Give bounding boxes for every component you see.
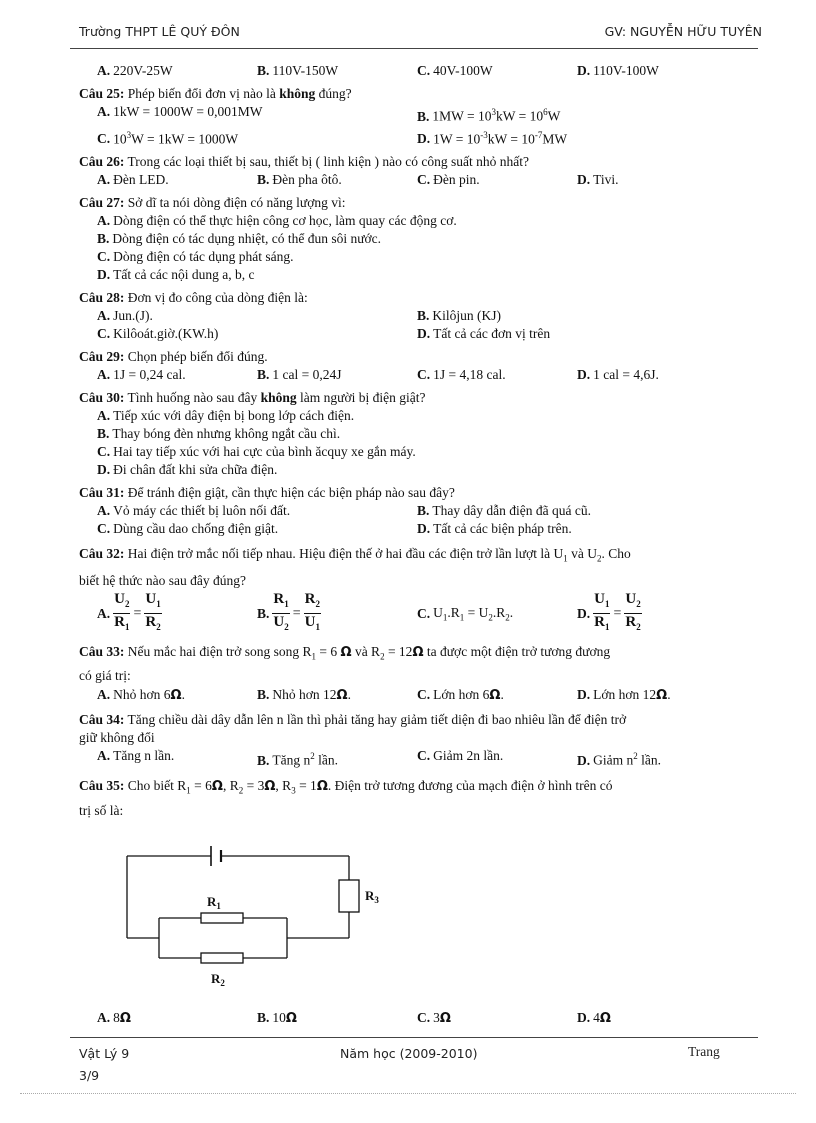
option-d: D. $\frac{U_1}{R_1}$ = $\frac{U_2}{R_2}$ [577, 591, 641, 633]
resistor-r3 [339, 880, 359, 912]
option-c: C. Dòng điện có tác dụng phát sáng. [97, 249, 294, 264]
option-a: A. Dòng điện có thể thực hiện công cơ học, làm quay các động cơ. [97, 213, 457, 228]
resistor-r1 [201, 913, 243, 923]
option-d: D. Tivi. [577, 172, 619, 187]
question-24-options [79, 62, 779, 80]
label-r1: $R_1$ [207, 893, 221, 911]
option-a: A. 8Ω [97, 1009, 131, 1026]
question-28: Câu 28: Đơn vị đo công của dòng điện là: A. Jun.(J). B. Kilôjun (KJ) C. Kilôoát.giờ.(KW.h) D. Tất cả các đơn vị trên [79, 289, 779, 343]
header-rule [70, 48, 758, 49]
option-c: C. Kilôoát.giờ.(KW.h) [97, 326, 219, 341]
footer-rule [70, 1037, 758, 1038]
question-35: Câu 35: Cho biết $R_1 = 6\Omega$, $R_2 = 3\Omega$, $R_3 = 1\Omega$. Điện trở tương đương của mạch điện ở hình trên có trị số là: $R_3$ $R_1$ $R_2$ A. 8Ω B. 10Ω C. 3Ω D. 4Ω [79, 775, 779, 1029]
question-27: Câu 27: Sở dĩ ta nói dòng điện có năng lượng vì: A. Dòng điện có thể thực hiện công cơ học, làm quay các động cơ. B. Dòng điện có tác dụng nhiệt, có thể đun sôi nước. C. Dòng điện có tác dụng phát sáng. D. Tất cả các nội dung a, b, c [79, 194, 779, 284]
option-c: C. Đèn pin. [417, 172, 480, 187]
option-a: A. Tăng n lần. [97, 748, 175, 764]
option-b: B. 1 cal = 0,24J [257, 367, 342, 382]
option-b: B. Kilôjun (KJ) [417, 308, 502, 323]
option-c: C. Hai tay tiếp xúc với hai cực của bình ăcquy xe gắn máy. [97, 444, 416, 459]
page-bottom-dotted-rule [20, 1093, 796, 1094]
option-c: C. Giảm 2n lần. [417, 748, 504, 764]
option-d: D. Tất cả các biện pháp trên. [417, 521, 572, 536]
option-d: D. Tất cả các đơn vị trên [417, 326, 551, 341]
option-a: A. Nhỏ hơn 6Ω. [97, 687, 185, 704]
option-c: C. $U_1.R_1 = U_2.R_2$. [417, 604, 514, 623]
option-c: C. $10^3W = 1kW = 1000W$ [97, 129, 239, 146]
resistor-r2 [201, 953, 243, 963]
option-d: D. 1 cal = 4,6J. [577, 367, 659, 382]
label-r3: $R_3$ [365, 887, 379, 905]
option-a: A. 1J = 0,24 cal. [97, 367, 186, 382]
option-c: C. 40V-100W [417, 63, 493, 78]
question-26: Câu 26: Trong các loại thiết bị sau, thiết bị ( linh kiện ) nào có công suất nhỏ nhất? A. Đèn LED. B. Đèn pha ôtô. C. Đèn pin. D. Tivi. [79, 153, 779, 189]
option-b: B. Thay dây dẫn điện đã quá cũ. [417, 503, 591, 518]
question-32: Câu 32: Hai điện trở mắc nối tiếp nhau. Hiệu điện thế ở hai đầu các điện trở lần lượt là $U_1$ và $U_2$. Cho biết hệ thức nào sau đây đúng? A. $\frac{U_2}{R_1}$ = $\frac{U_1}{R_2}$ B. $\frac{R_1}{U_2}$ = $\frac{R_2}{U_1}$ C. $U_1.R_1 = U_2.R_2$. D. $\frac{U_1}{R_1}$ = $\frac{U_2}{R_2}$ [79, 543, 779, 636]
option-c: C. 3Ω [417, 1009, 451, 1026]
label-r2: $R_2$ [211, 970, 225, 988]
option-b: B. $\frac{R_1}{U_2}$ = $\frac{R_2}{U_1}$ [257, 591, 320, 633]
question-34: Câu 34: Tăng chiều dài dây dẫn lên n lần thì phải tăng hay giảm tiết diện đi bao nhiêu lần để điện trở giữ không đổi A. Tăng n lần. B. Tăng $n^2$ lần. C. Giảm 2n lần. D. Giảm $n^2$ lần. [79, 711, 779, 770]
option-d: D. Lớn hơn 12Ω. [577, 687, 671, 704]
option-b: B. Dòng điện có tác dụng nhiệt, có thể đun sôi nước. [97, 231, 382, 246]
option-d: D. Tất cả các nội dung a, b, c [97, 267, 255, 282]
option-b: B. Nhỏ hơn 12Ω. [257, 687, 351, 704]
option-a: A. 1kW = 1000W = 0,001MW [97, 104, 263, 119]
option-a: A. 220V-25W [97, 63, 173, 78]
option-d: D. 110V-100W [577, 63, 659, 78]
footer-subject: Vật Lý 9 [79, 1046, 130, 1061]
footer-page-number: 3/9 [79, 1068, 100, 1083]
option-a: A. Tiếp xúc với dây điện bị bong lớp cách điện. [97, 408, 355, 423]
footer-page-word: Trang [688, 1044, 720, 1059]
option-b: B. Tăng $n^2$ lần. [257, 751, 339, 768]
option-b: B. 110V-150W [257, 63, 339, 78]
question-30: Câu 30: Tình huống nào sau đây không làm người bị điện giật? A. Tiếp xúc với dây điện bị bong lớp cách điện. B. Thay bóng đèn nhưng không ngắt cầu chì. C. Hai tay tiếp xúc với hai cực của bình ăcquy xe gắn máy. D. Đi chân đất khi sửa chữa điện. [79, 389, 779, 479]
option-c: C. Dùng cầu dao chống điện giật. [97, 521, 279, 536]
header-school: Trường THPT LÊ QUÝ ĐÔN [79, 24, 240, 39]
option-d: D. Giảm $n^2$ lần. [577, 751, 661, 768]
option-a: A. $\frac{U_2}{R_1}$ = $\frac{U_1}{R_2}$ [97, 591, 161, 633]
option-b: B. Thay bóng đèn nhưng không ngắt cầu chì. [97, 426, 341, 441]
option-a: A. Jun.(J). [97, 308, 153, 323]
option-b: B. $1MW = 10^3kW = 10^6W$ [417, 107, 561, 124]
footer-year: Năm học (2009-2010) [340, 1046, 478, 1061]
option-b: B. Đèn pha ôtô. [257, 172, 342, 187]
option-d: D. Đi chân đất khi sửa chữa điện. [97, 462, 278, 477]
option-d: D. 4Ω [577, 1009, 611, 1026]
circuit-diagram [119, 838, 399, 998]
question-25: Câu 25: Phép biến đổi đơn vị nào là không đúng? A. 1kW = 1000W = 0,001MW B. $1MW = 10^3kW = 10^6W$ C. $10^3W = 1kW = 1000W$ D. $1W = 10^{-3}kW = 10^{-7}MW$ [79, 85, 779, 148]
option-b: B. 10Ω [257, 1009, 297, 1026]
header-teacher: GV: NGUYỄN HỮU TUYÊN [604, 24, 762, 39]
option-c: C. Lớn hơn 6Ω. [417, 687, 504, 704]
option-a: A. Đèn LED. [97, 172, 169, 187]
option-c: C. 1J = 4,18 cal. [417, 367, 506, 382]
question-33: Câu 33: Nếu mắc hai điện trở song song $R_1 = 6$ Ω và $R_2 = 12\Omega$ ta được một điện trở tương đương có giá trị: A. Nhỏ hơn 6Ω. B. Nhỏ hơn 12Ω. C. Lớn hơn 6Ω. D. Lớn hơn 12Ω. [79, 641, 779, 707]
question-list [79, 62, 779, 1034]
option-a: A. Vỏ máy các thiết bị luôn nối đất. [97, 503, 291, 518]
question-31: Câu 31: Để tránh điện giật, cần thực hiện các biện pháp nào sau đây? A. Vỏ máy các thiết bị luôn nối đất. B. Thay dây dẫn điện đã quá cũ. C. Dùng cầu dao chống điện giật. D. Tất cả các biện pháp trên. [79, 484, 779, 538]
option-d: D. $1W = 10^{-3}kW = 10^{-7}MW$ [417, 129, 568, 146]
question-29: Câu 29: Chọn phép biến đổi đúng. A. 1J = 0,24 cal. B. 1 cal = 0,24J C. 1J = 4,18 cal. D. 1 cal = 4,6J. [79, 348, 779, 384]
